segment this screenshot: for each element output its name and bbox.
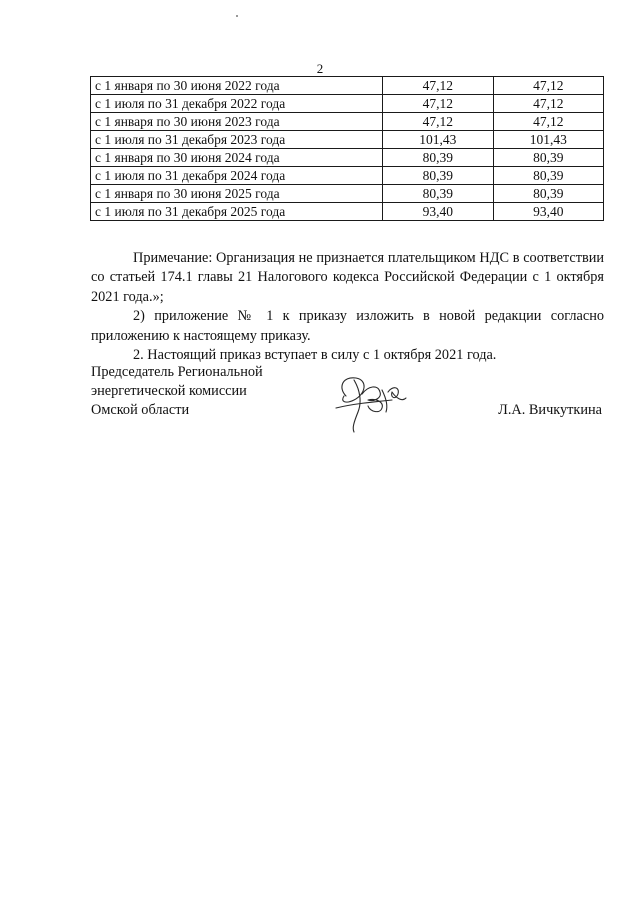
signer-title [91, 363, 263, 421]
period-cell: с 1 января по 30 июня 2023 года [91, 113, 383, 131]
signer-name: Л.А. Вичкуткина [498, 402, 602, 418]
value-cell-1: 47,12 [383, 113, 494, 131]
table-row [91, 77, 604, 95]
vat-note-paragraph: Примечание: Организация не признается плательщиком НДС в соответствии со статьей 174.1 главы 21 Налогового кодекса Российской Федерации с 1 октября 2021 года.»; [91, 250, 604, 305]
table-row [91, 167, 604, 185]
value-cell-1: 47,12 [383, 77, 494, 95]
value-cell-2: 80,39 [493, 149, 604, 167]
value-cell-1: 80,39 [383, 149, 494, 167]
period-cell: с 1 января по 30 июня 2025 года [91, 185, 383, 203]
value-cell-2: 47,12 [493, 77, 604, 95]
value-cell-1: 93,40 [383, 203, 494, 221]
scan-speck [236, 15, 238, 17]
handwritten-signature [332, 368, 412, 438]
table-row [91, 149, 604, 167]
period-cell: с 1 января по 30 июня 2024 года [91, 149, 383, 167]
page-number: 2 [316, 61, 324, 76]
body-text [91, 249, 604, 365]
value-cell-1: 47,12 [383, 95, 494, 113]
signer-title-line: Председатель Региональной [91, 364, 263, 380]
period-cell: с 1 июля по 31 декабря 2023 года [91, 131, 383, 149]
period-cell: с 1 июля по 31 декабря 2024 года [91, 167, 383, 185]
table-row [91, 95, 604, 113]
appendix-item-paragraph: 2) приложение № 1 к приказу изложить в новой редакции согласно приложению к настоящему приказу. [91, 308, 604, 344]
value-cell-2: 47,12 [493, 95, 604, 113]
period-cell: с 1 июля по 31 декабря 2022 года [91, 95, 383, 113]
signer-title-line: энергетической комиссии [91, 383, 247, 400]
value-cell-2: 80,39 [493, 167, 604, 185]
tariff-table [90, 76, 604, 221]
value-cell-2: 80,39 [493, 185, 604, 203]
value-cell-2: 93,40 [493, 203, 604, 221]
value-cell-1: 80,39 [383, 167, 494, 185]
period-cell: с 1 января по 30 июня 2022 года [91, 77, 383, 95]
signer-title-line: Омской области [91, 402, 190, 419]
value-cell-1: 101,43 [383, 131, 494, 149]
effective-date-paragraph: 2. Настоящий приказ вступает в силу с 1 октября 2021 года. [133, 347, 497, 364]
period-cell: с 1 июля по 31 декабря 2025 года [91, 203, 383, 221]
table-row [91, 185, 604, 203]
table-row [91, 203, 604, 221]
tariff-table-body [91, 77, 604, 221]
value-cell-2: 101,43 [493, 131, 604, 149]
value-cell-1: 80,39 [383, 185, 494, 203]
value-cell-2: 47,12 [493, 113, 604, 131]
table-row [91, 113, 604, 131]
table-row [91, 131, 604, 149]
